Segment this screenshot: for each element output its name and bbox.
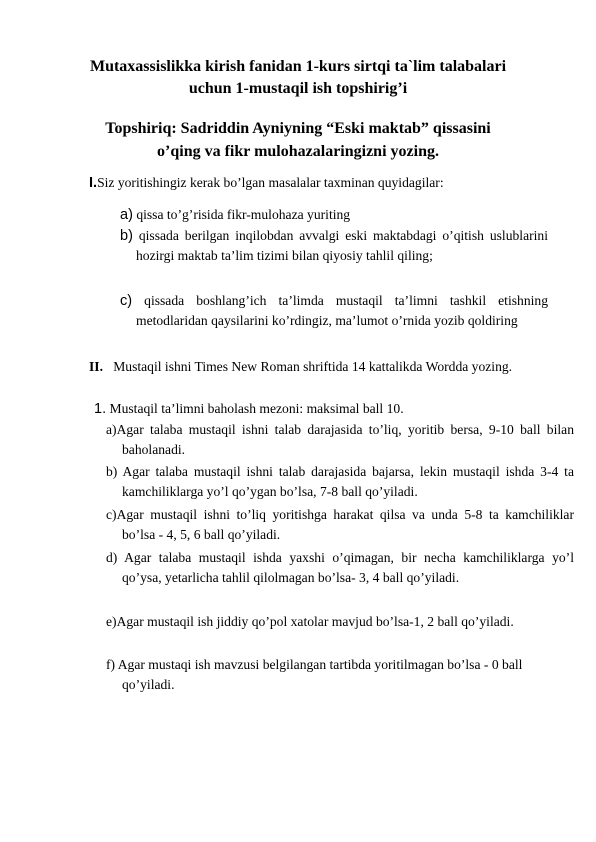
section-1-text: Siz yoritishingiz kerak bo’lgan masalalar taxminan quyidagilar:	[97, 175, 444, 190]
list-item-text: qissa to’g’risida fikr-mulohaza yuriting	[136, 207, 351, 222]
criteria-item-f	[106, 655, 574, 696]
list-item-text: Agar mustaqil ishni to’liq yoritishga harakat qilsa va unda 5-8 ta kamchiliklar bo’lsa - 4, 5, 6 ball qo’yiladi.	[116, 507, 574, 543]
criteria-text: Mustaqil ta’limni baholash mezoni: maksimal ball 10.	[109, 401, 404, 416]
list-item-text: Agar mustaqil ish jiddiy qo’pol xatolar mavjud bo’lsa-1, 2 ball qo’yiladi.	[116, 614, 514, 629]
list-item-marker: b)	[106, 464, 118, 479]
section-1-intro	[89, 173, 559, 193]
task-heading	[40, 117, 556, 163]
criteria-item-d	[106, 548, 574, 589]
section-1-item-a	[120, 205, 548, 225]
section-1-marker: I.	[89, 175, 98, 191]
list-item-marker: c)	[120, 293, 133, 309]
list-item-text: Agar talaba mustaqil ishni talab darajasida to’liq, yoritib bersa, 9-10 ball bilan baholanadi.	[116, 422, 574, 458]
criteria-item-b	[106, 462, 574, 503]
list-item-marker: a)	[120, 207, 133, 223]
list-item-marker: b)	[120, 228, 133, 244]
section-2	[89, 357, 559, 377]
title-line-1: Mutaxassislikka kirish fanidan 1-kurs sirtqi ta`lim talabalari	[89, 58, 507, 75]
task-line-2: o’qing va fikr mulohazalaringizni yozing.	[157, 143, 439, 160]
title-line-2: uchun 1-mustaqil ish topshirig’i	[188, 80, 408, 97]
list-item-marker: e)	[106, 614, 117, 629]
list-item-text: qissada berilgan inqilobdan avvalgi eski maktabdagi o’qitish uslublarini hozirgi maktab ta’lim tizimi bilan qiyosiy tahlil qiling;	[136, 228, 548, 264]
list-item-marker: a)	[106, 422, 117, 437]
list-item-marker: f)	[106, 657, 116, 672]
section-2-text: Mustaqil ishni Times New Roman shriftida 14 kattalikda Wordda yozing.	[113, 359, 513, 374]
section-1-item-b	[120, 226, 548, 267]
task-line-1: Topshiriq: Sadriddin Ayniyning “Eski maktab” qissasini	[105, 120, 491, 137]
list-item-text: Agar talaba mustaqil ishda yaxshi o’qimagan, bir necha kamchiliklarga yo’l qo’ysa, yetarlicha tahlil qilolmagan bo’lsa- 3, 4 ball qo’yiladi.	[122, 550, 574, 586]
section-1-item-c	[120, 291, 548, 332]
criteria-item-e	[106, 612, 574, 632]
list-item-marker: c)	[106, 507, 117, 522]
section-2-marker: II.	[89, 359, 103, 374]
criteria-item-a	[106, 420, 574, 461]
list-item-text: Agar talaba mustaqil ishni talab darajasida bajarsa, lekin mustaqil ishda 3-4 ta kamchiliklarga yo’l qo’ygan bo’lsa, 7-8 ball qo’yiladi.	[122, 464, 574, 500]
document-title	[40, 56, 556, 100]
list-item-text: Agar mustaqi ish mavzusi belgilangan tartibda yoritilmagan bo’lsa - 0 ball qo’yiladi.	[117, 657, 523, 693]
criteria-marker: 1.	[94, 401, 107, 417]
criteria-heading	[94, 399, 554, 419]
criteria-item-c	[106, 505, 574, 546]
list-item-marker: d)	[106, 550, 118, 565]
list-item-text: qissada boshlang’ich ta’limda mustaqil ta’limni tashkil etishning metodlaridan qaysilarini ko’rdingiz, ma’lumot o’rnida yozib qoldiring	[136, 293, 548, 329]
